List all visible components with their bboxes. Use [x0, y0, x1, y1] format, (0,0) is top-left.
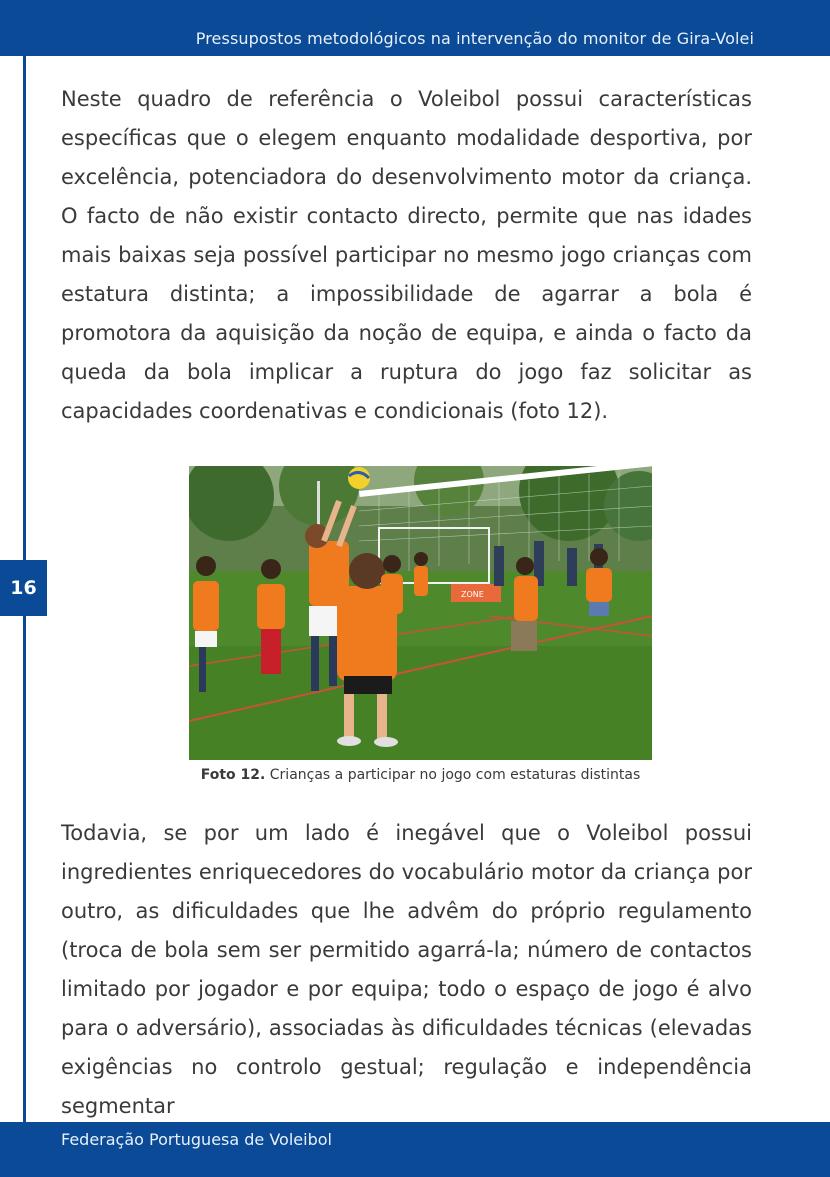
body-paragraph-1: Neste quadro de referência o Voleibol possui características específicas que o elegem enquanto modalidade desportiva, por excelência, potenciadora do desenvolvimento motor da criança. O facto de não existir contacto directo, permite que nas idades mais baixas seja possível participar no mesmo jogo crianças com estatura distinta; a impossibilidade de agarrar a bola é promotora da aquisição da noção de equipa, e ainda o facto da queda da bola implicar a ruptura do jogo faz solicitar as capacidades coordenativas e condicionais (foto 12).: [61, 87, 752, 423]
photo-children-volleyball: [189, 466, 652, 760]
footer-publisher: Federação Portuguesa de Voleibol: [61, 1130, 332, 1149]
caption-text: Crianças a participar no jogo com estaturas distintas: [265, 767, 641, 783]
caption-label: Foto 12.: [200, 767, 266, 783]
running-header: Pressupostos metodológicos na intervenção do monitor de Gira-Volei: [195, 29, 754, 48]
banner-text: ZONE: [461, 590, 484, 599]
page-number-tab: [0, 560, 47, 616]
page-number: 16: [10, 577, 37, 599]
photo-caption: [189, 767, 652, 783]
body-paragraph-2: Todavia, se por um lado é inegável que o Voleibol possui ingredientes enriquecedores do vocabulário motor da criança por outro, as dificuldades que lhe advêm do próprio regulamento (troca de bola sem ser permitido agarrá-la; número de contactos limitado por jogador e por equipa; todo o espaço de jogo é alvo para o adversário), associadas às dificuldades técnicas (elevadas exigências no controlo gestual; regulação e independência segmentar: [61, 821, 752, 1118]
